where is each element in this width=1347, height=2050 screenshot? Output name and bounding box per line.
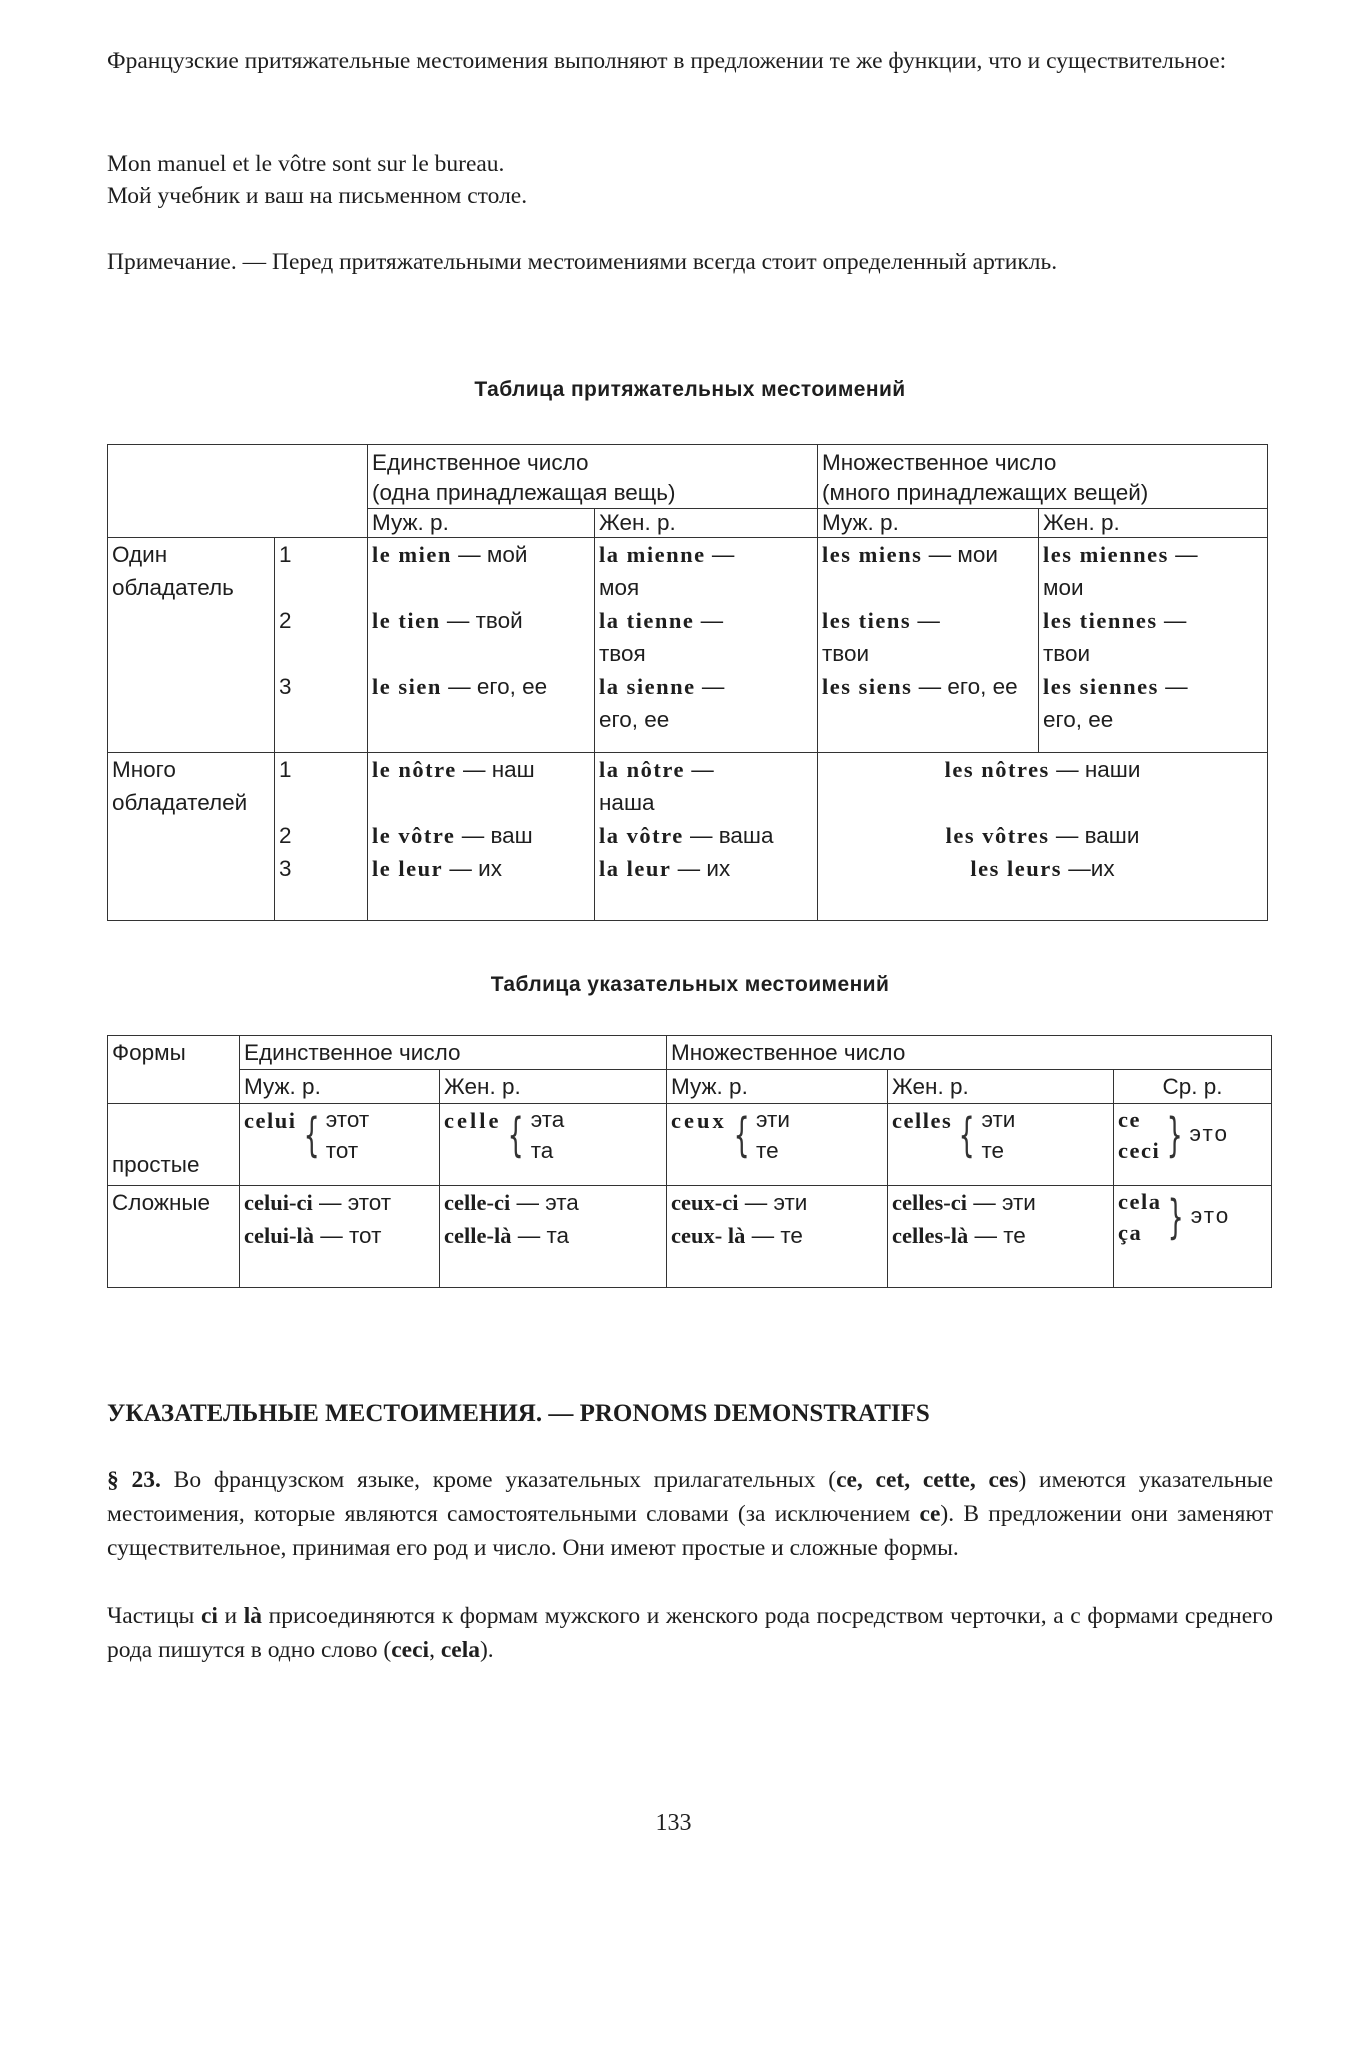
intro-paragraph: Французские притяжательные местоимения выполняют в предложении те же функции, что и существительное: [107, 48, 1227, 74]
simple-masc-plur: ceux { эти те [667, 1104, 888, 1186]
one-owner-masc-sing: le mien — мой le tien — твой le sien — его, ее [368, 538, 595, 753]
simple-fem-plur: celles { эти те [888, 1104, 1114, 1186]
possessive-table-caption: Таблица притяжательных местоимений [474, 378, 906, 401]
plural-header: Множественное число (много принадлежащих вещей) [818, 445, 1268, 509]
page-number: 133 [655, 1810, 692, 1836]
table-row [108, 753, 1268, 921]
compound-fem-plur: celles-ci — эти celles-là — те [888, 1186, 1114, 1288]
one-owner-fem-sing: la mienne — моя la tienne — твоя la sienne — его, ее [595, 538, 818, 753]
table-row [108, 538, 1268, 753]
demonstrative-pronouns-table [107, 1035, 1272, 1288]
feminine-singular-header: Жен. р. [440, 1070, 667, 1104]
forms-header: Формы [108, 1036, 240, 1104]
masculine-plural-header: Муж. р. [818, 509, 1039, 538]
simple-masc-sing: celui { этот тот [240, 1104, 440, 1186]
compound-fem-sing: celle-ci — эта celle-là — та [440, 1186, 667, 1288]
intro-block [107, 44, 1273, 78]
note-block [107, 245, 1273, 279]
one-owner-label: Один обладатель [108, 538, 275, 753]
note-paragraph: Примечание. — Перед притяжательными местоимениями всегда стоит определенный артикль. [107, 249, 1058, 275]
feminine-singular-header: Жен. р. [595, 509, 818, 538]
table-corner-cell [108, 445, 368, 538]
masculine-singular-header: Муж. р. [240, 1070, 440, 1104]
singular-header: Единственное число (одна принадлежащая вещь) [368, 445, 818, 509]
brace-icon: { [733, 1108, 750, 1162]
brace-icon: { [958, 1108, 975, 1162]
table-row [108, 445, 1268, 509]
person-numbers: 1 2 3 [275, 538, 368, 753]
singular-header: Единственное число [240, 1036, 667, 1070]
compound-neuter: cela ça } это [1114, 1186, 1272, 1288]
many-owners-label: Много обладателей [108, 753, 275, 921]
brace-icon: } [1166, 1108, 1183, 1162]
section-paragraph-1: § 23. Во французском языке, кроме указательных прилагательных (ce, cet, cette, ces) имеются указательные местоимения, которые являются самостоятельными словами (за исключением ce). В предложении они заменяют существительное, принимая его род и число. Они имеют простые и сложные формы. [107, 1467, 1274, 1561]
feminine-plural-header: Жен. р. [888, 1070, 1114, 1104]
section-paragraph-2: Частицы ci и là присоединяются к формам мужского и женского рода посредством черточки, а с формами среднего рода пишутся в одно слово (ceci, cela). [107, 1603, 1273, 1663]
table-row [108, 1070, 1272, 1104]
compound-masc-plur: ceux-ci — эти ceux- là — те [667, 1186, 888, 1288]
brace-icon: { [303, 1108, 320, 1162]
example-russian: Мой учебник и ваш на письменном столе. [107, 183, 528, 209]
section-heading: УКАЗАТЕЛЬНЫЕ МЕСТОИМЕНИЯ. — PRONOMS DEMONSTRATIFS [107, 1400, 930, 1427]
table-row [108, 1104, 1272, 1186]
masculine-plural-header: Муж. р. [667, 1070, 888, 1104]
feminine-plural-header: Жен. р. [1039, 509, 1268, 538]
simple-neuter: ce ceci } это [1114, 1104, 1272, 1186]
many-owners-masc-sing: le nôtre — наш le vôtre — ваш le leur — их [368, 753, 595, 921]
brace-icon: } [1168, 1190, 1185, 1244]
compound-forms-label: Сложные [108, 1186, 240, 1288]
example-french: Mon manuel et le vôtre sont sur le bureau. [107, 151, 505, 177]
simple-fem-sing: celle { эта та [440, 1104, 667, 1186]
one-owner-masc-plur: les miens — мои les tiens — твои les siens — его, ее [818, 538, 1039, 753]
table-row [108, 1186, 1272, 1288]
simple-forms-label: простые [108, 1104, 240, 1186]
example-block [107, 148, 1273, 212]
many-owners-fem-sing: la nôtre — наша la vôtre — ваша la leur — их [595, 753, 818, 921]
compound-masc-sing: celui-ci — этот celui-là — тот [240, 1186, 440, 1288]
many-owners-plural: les nôtres — наши les vôtres — ваши les leurs —их [818, 753, 1268, 921]
plural-header: Множественное число [667, 1036, 1272, 1070]
table-row [108, 1036, 1272, 1070]
demonstrative-table-caption: Таблица указательных местоимений [490, 973, 890, 996]
paragraph-number: § 23. [107, 1467, 161, 1493]
brace-icon: { [508, 1108, 525, 1162]
possessive-pronouns-table [107, 444, 1268, 921]
one-owner-fem-plur: les miennes — мои les tiennes — твои les siennes — его, ее [1039, 538, 1268, 753]
person-numbers: 1 2 3 [275, 753, 368, 921]
masculine-singular-header: Муж. р. [368, 509, 595, 538]
neuter-header: Ср. р. [1114, 1070, 1272, 1104]
